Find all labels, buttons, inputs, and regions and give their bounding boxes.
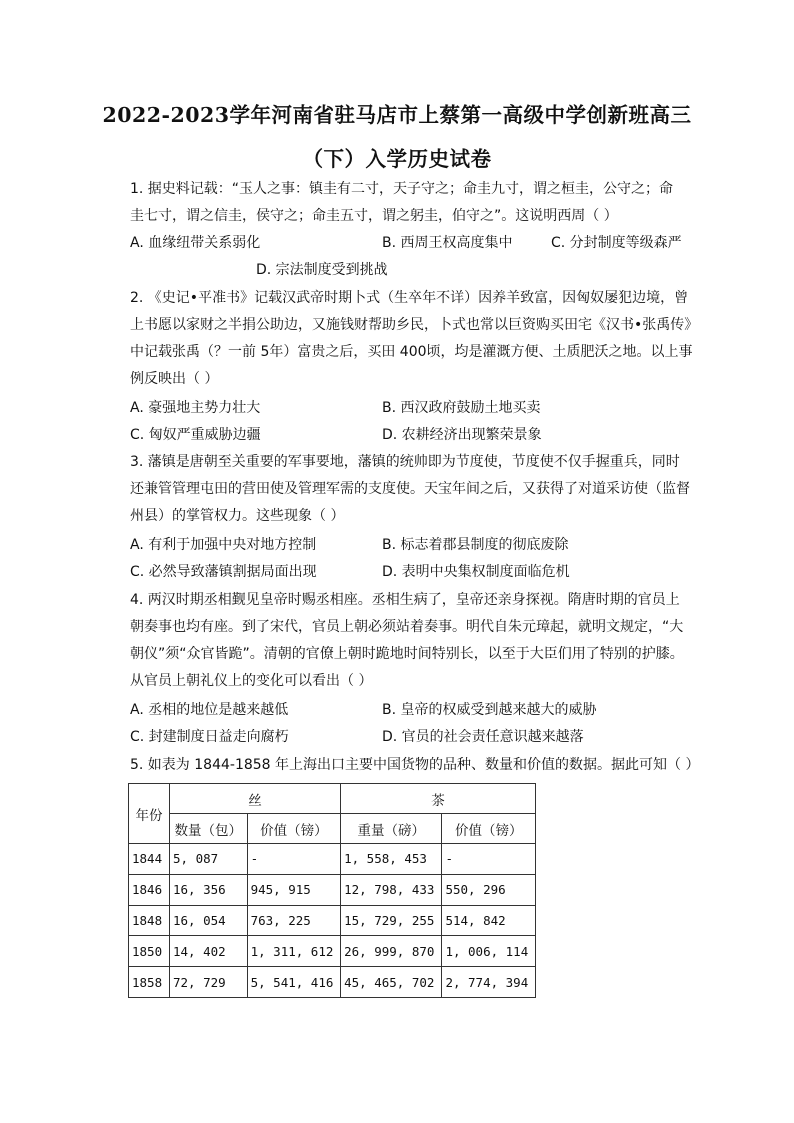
- year-cell: 1858: [129, 967, 170, 998]
- question-text-line: 上书愿以家财之半捐公助边，又施钱财帮助乡民，卜式也常以巨资购买田宅《汉书•张禹传》: [130, 317, 699, 333]
- table-cell: 1, 006, 114: [442, 936, 536, 967]
- table-cell: 5, 087: [170, 844, 248, 875]
- question-text-line: 圭七寸，谓之信圭，侯守之；命圭五寸，谓之躬圭，伯守之”。这说明西周（ ）: [130, 208, 618, 224]
- table-cell: -: [442, 844, 536, 875]
- table-cell: 1, 311, 612: [247, 936, 341, 967]
- question-text-line: 5. 如表为 1844-1858 年上海出口主要中国货物的品种、数量和价值的数据。据此可知（ ）: [130, 757, 700, 773]
- table-row: [129, 967, 536, 998]
- table-cell: 763, 225: [247, 905, 341, 936]
- option-d: D. 宗法制度受到挑战: [256, 262, 388, 278]
- table-cell: 72, 729: [170, 967, 248, 998]
- table-cell: 550, 296: [442, 874, 536, 905]
- question-text-line: 4. 两汉时期丞相觐见皇帝时赐丞相座。丞相生病了，皇帝还亲身探视。隋唐时期的官员上: [130, 592, 680, 608]
- table-cell: 945, 915: [247, 874, 341, 905]
- table-cell: 1, 558, 453: [341, 844, 442, 875]
- question-text-line: 朝仪”须“众官皆跪”。清朝的官僚上朝时跪地时间特别长，以至于大臣们用了特别的护膝。: [130, 646, 684, 662]
- table-row: [129, 874, 536, 905]
- option-c: C. 分封制度等级森严: [551, 235, 682, 251]
- exam-title-line1: 2022-2023学年河南省驻马店市上蔡第一高级中学创新班高三: [102, 103, 692, 127]
- table-cell: -: [247, 844, 341, 875]
- question-text-line: 例反映出（ ）: [130, 371, 219, 387]
- option-a: A. 豪强地主势力壮大: [130, 400, 261, 416]
- sub-header-value: 价值（镑）: [442, 814, 536, 844]
- table-row: [129, 936, 536, 967]
- year-cell: 1850: [129, 936, 170, 967]
- question-text-line: 2. 《史记•平准书》记载汉武帝时期卜式（生卒年不详）因养羊致富，因匈奴屡犯边境，曾: [130, 290, 689, 306]
- exam-title-line2: （下）入学历史试卷: [302, 147, 492, 171]
- year-column-header: 年份: [129, 784, 170, 844]
- table-cell: 2, 774, 394: [442, 967, 536, 998]
- question-text-line: 1. 据史料记载：“玉人之事：镇圭有二寸，天子守之；命圭九寸，谓之桓圭，公守之；命: [130, 181, 674, 197]
- table-cell: 16, 054: [170, 905, 248, 936]
- option-b: B. 西周王权高度集中: [382, 235, 513, 251]
- table-cell: 514, 842: [442, 905, 536, 936]
- option-a: A. 丞相的地位是越来越低: [130, 702, 289, 718]
- year-cell: 1846: [129, 874, 170, 905]
- table-cell: 12, 798, 433: [341, 874, 442, 905]
- tea-column-header: 茶: [341, 784, 536, 814]
- table-cell: 15, 729, 255: [341, 905, 442, 936]
- sub-header-weight: 重量（磅）: [341, 814, 442, 844]
- option-d: D. 官员的社会责任意识越来越落: [382, 729, 584, 745]
- option-c: C. 封建制度日益走向腐朽: [130, 729, 289, 745]
- option-d: D. 表明中央集权制度面临危机: [382, 564, 570, 580]
- question-text-line: 还兼管管理屯田的营田使及管理军需的支度使。天宝年间之后，又获得了对道采访使（监督: [130, 481, 690, 497]
- option-a: A. 有利于加强中央对地方控制: [130, 537, 317, 553]
- table-row: [129, 905, 536, 936]
- table-cell: 26, 999, 870: [341, 936, 442, 967]
- table-row: [129, 844, 536, 875]
- option-d: D. 农耕经济出现繁荣景象: [382, 427, 542, 443]
- option-b: B. 皇帝的权威受到越来越大的威胁: [382, 702, 597, 718]
- silk-column-header: 丝: [170, 784, 341, 814]
- question-text-line: 3. 藩镇是唐朝至关重要的军事要地，藩镇的统帅即为节度使，节度使不仅手握重兵，同时: [130, 454, 680, 470]
- option-a: A. 血缘纽带关系弱化: [130, 235, 261, 251]
- table-cell: 14, 402: [170, 936, 248, 967]
- sub-header-value: 价值（镑）: [247, 814, 341, 844]
- option-b: B. 西汉政府鼓励土地买卖: [382, 400, 541, 416]
- year-cell: 1844: [129, 844, 170, 875]
- table-cell: 16, 356: [170, 874, 248, 905]
- option-b: B. 标志着郡县制度的彻底废除: [382, 537, 569, 553]
- question-text-line: 从官员上朝礼仪上的变化可以看出（ ）: [130, 673, 373, 689]
- sub-header-quantity: 数量（包）: [170, 814, 248, 844]
- option-c: C. 必然导致藩镇割据局面出现: [130, 564, 317, 580]
- question-text-line: 朝奏事也均有座。到了宋代，官员上朝必须站着奏事。明代自朱元璋起，就明文规定，“大: [130, 619, 684, 635]
- question-text-line: 州县）的掌管权力。这些现象（ ）: [130, 508, 345, 524]
- option-c: C. 匈奴严重威胁边疆: [130, 427, 261, 443]
- export-data-table: [128, 783, 536, 998]
- year-cell: 1848: [129, 905, 170, 936]
- table-cell: 45, 465, 702: [341, 967, 442, 998]
- question-text-line: 中记载张禹（？一前 5年）富贵之后，买田 400顷，均是灌溉方便、土质肥沃之地。以上事: [130, 344, 693, 360]
- table-cell: 5, 541, 416: [247, 967, 341, 998]
